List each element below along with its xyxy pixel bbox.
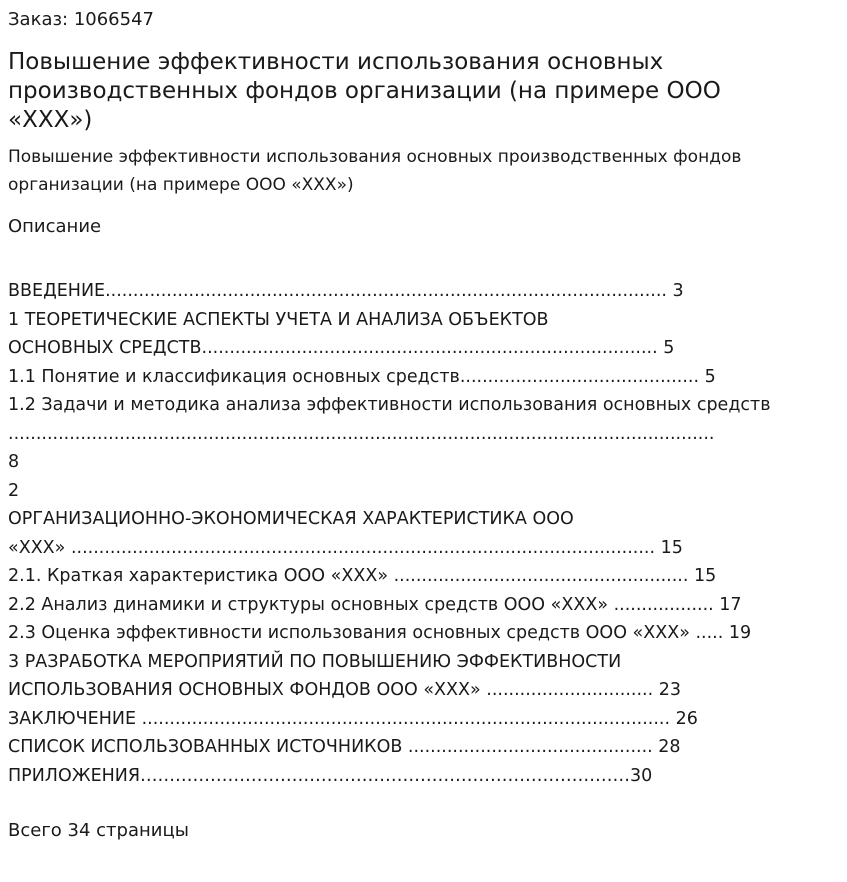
toc-line: ВВЕДЕНИЕ..................................................................................................... 3 xyxy=(8,281,684,301)
toc-line: «ХХХ» ......................................................................................................... 15 xyxy=(8,537,683,558)
toc-line: СПИСОК ИСПОЛЬЗОВАННЫХ ИСТОЧНИКОВ ............................................ 28 xyxy=(8,737,681,757)
toc-line: ОРГАНИЗАЦИОННО-ЭКОНОМИЧЕСКАЯ ХАРАКТЕРИСТИКА ООО xyxy=(8,509,574,529)
order-number: Заказ: 1066547 xyxy=(8,9,154,30)
toc-line: ИСПОЛЬЗОВАНИЯ ОСНОВНЫХ ФОНДОВ ООО «ХХХ» .............................. 23 xyxy=(8,680,681,700)
toc-line: 1.1 Понятие и классификация основных средств........................................... 5 xyxy=(8,366,716,387)
toc-line: 2.2 Анализ динамики и структуры основных средств ООО «ХХХ» .................. 17 xyxy=(8,594,742,615)
toc-line: ПРИЛОЖЕНИЯ…………………………………………………………………………30 xyxy=(8,765,653,786)
toc-line: 2 xyxy=(8,480,20,501)
toc-line: 1.2 Задачи и методика анализа эффективности использования основных средств xyxy=(8,395,771,415)
toc-line: 1 ТЕОРЕТИЧЕСКИЕ АСПЕКТЫ УЧЕТА И АНАЛИЗА ОБЪЕКТОВ xyxy=(8,309,549,330)
toc-line: ............................................................................................................................... xyxy=(8,423,715,444)
table-of-contents xyxy=(8,277,843,790)
document-title: Повышение эффективности использования основных производственных фондов организации (на примере ООО «ХХХ») xyxy=(8,49,721,133)
toc-line: 8 xyxy=(8,452,20,472)
toc-line: 2.1. Краткая характеристика ООО «ХХХ» ..................................................... 15 xyxy=(8,566,717,586)
description-heading: Описание xyxy=(8,216,102,237)
toc-line: 2.3 Оценка эффективности использования основных средств ООО «ХХХ» ..... 19 xyxy=(8,623,752,643)
toc-line: ОСНОВНЫХ СРЕДСТВ.................................................................................. 5 xyxy=(8,338,675,358)
toc-line: ЗАКЛЮЧЕНИЕ ............................................................................................... 26 xyxy=(8,708,698,729)
total-pages: Всего 34 страницы xyxy=(8,820,189,841)
toc-line: 3 РАЗРАБОТКА МЕРОПРИЯТИЙ ПО ПОВЫШЕНИЮ ЭФФЕКТИВНОСТИ xyxy=(8,651,622,672)
document-subtitle: Повышение эффективности использования основных производственных фондов организации (на примере ООО «ХХХ») xyxy=(8,147,742,195)
